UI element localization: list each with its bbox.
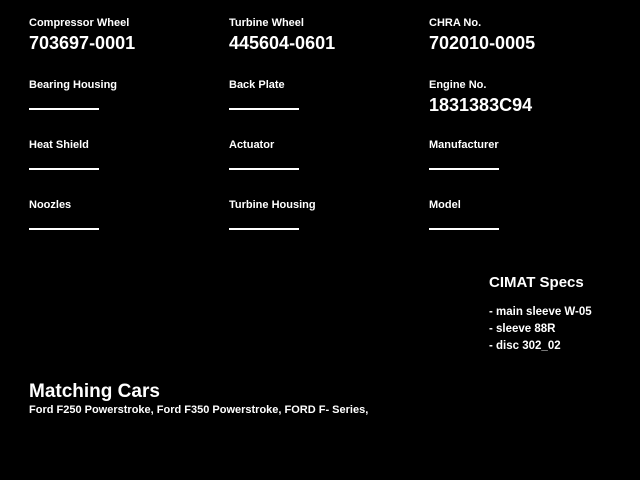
field-label: Manufacturer (429, 139, 499, 151)
blank-value-line (229, 228, 299, 230)
blank-value-line (429, 168, 499, 170)
field-value: 1831383C94 (429, 95, 533, 115)
cimat-specs-list (489, 304, 639, 355)
field-turbine-housing (229, 199, 424, 230)
matching-cars-title: Matching Cars (29, 381, 160, 402)
field-label: Actuator (229, 139, 275, 151)
field-chra-no (429, 17, 624, 53)
matching-cars-section (29, 381, 609, 416)
matching-cars-list: Ford F250 Powerstroke, Ford F350 Powerstroke, FORD F- Series, (29, 404, 369, 416)
field-turbine-wheel (229, 17, 424, 53)
blank-value-line (29, 108, 99, 110)
field-compressor-wheel (29, 17, 224, 53)
field-label: Back Plate (229, 79, 285, 91)
cimat-specs-title: CIMAT Specs (489, 274, 584, 291)
blank-value-line (429, 228, 499, 230)
field-label: CHRA No. (429, 17, 482, 29)
field-noozles (29, 199, 224, 230)
blank-value-line (229, 108, 299, 110)
field-heat-shield (29, 139, 224, 170)
field-label: Compressor Wheel (29, 17, 130, 29)
blank-value-line (29, 228, 99, 230)
field-manufacturer (429, 139, 624, 170)
cimat-spec-item: - sleeve 88R (489, 323, 556, 335)
field-value: 703697-0001 (29, 33, 136, 53)
field-label: Model (429, 199, 461, 211)
blank-value-line (29, 168, 99, 170)
cimat-specs-section (489, 274, 639, 355)
field-value: 445604-0601 (229, 33, 336, 53)
field-label: Turbine Housing (229, 199, 316, 211)
field-back-plate (229, 79, 424, 110)
cimat-spec-item: - disc 302_02 (489, 340, 561, 352)
field-value: 702010-0005 (429, 33, 536, 53)
field-actuator (229, 139, 424, 170)
field-model (429, 199, 624, 230)
field-bearing-housing (29, 79, 224, 110)
field-label: Turbine Wheel (229, 17, 304, 29)
field-engine-no (429, 79, 624, 115)
field-label: Noozles (29, 199, 72, 211)
field-label: Engine No. (429, 79, 487, 91)
field-label: Heat Shield (29, 139, 89, 151)
field-label: Bearing Housing (29, 79, 118, 91)
cimat-spec-item: - main sleeve W-05 (489, 306, 592, 318)
blank-value-line (229, 168, 299, 170)
